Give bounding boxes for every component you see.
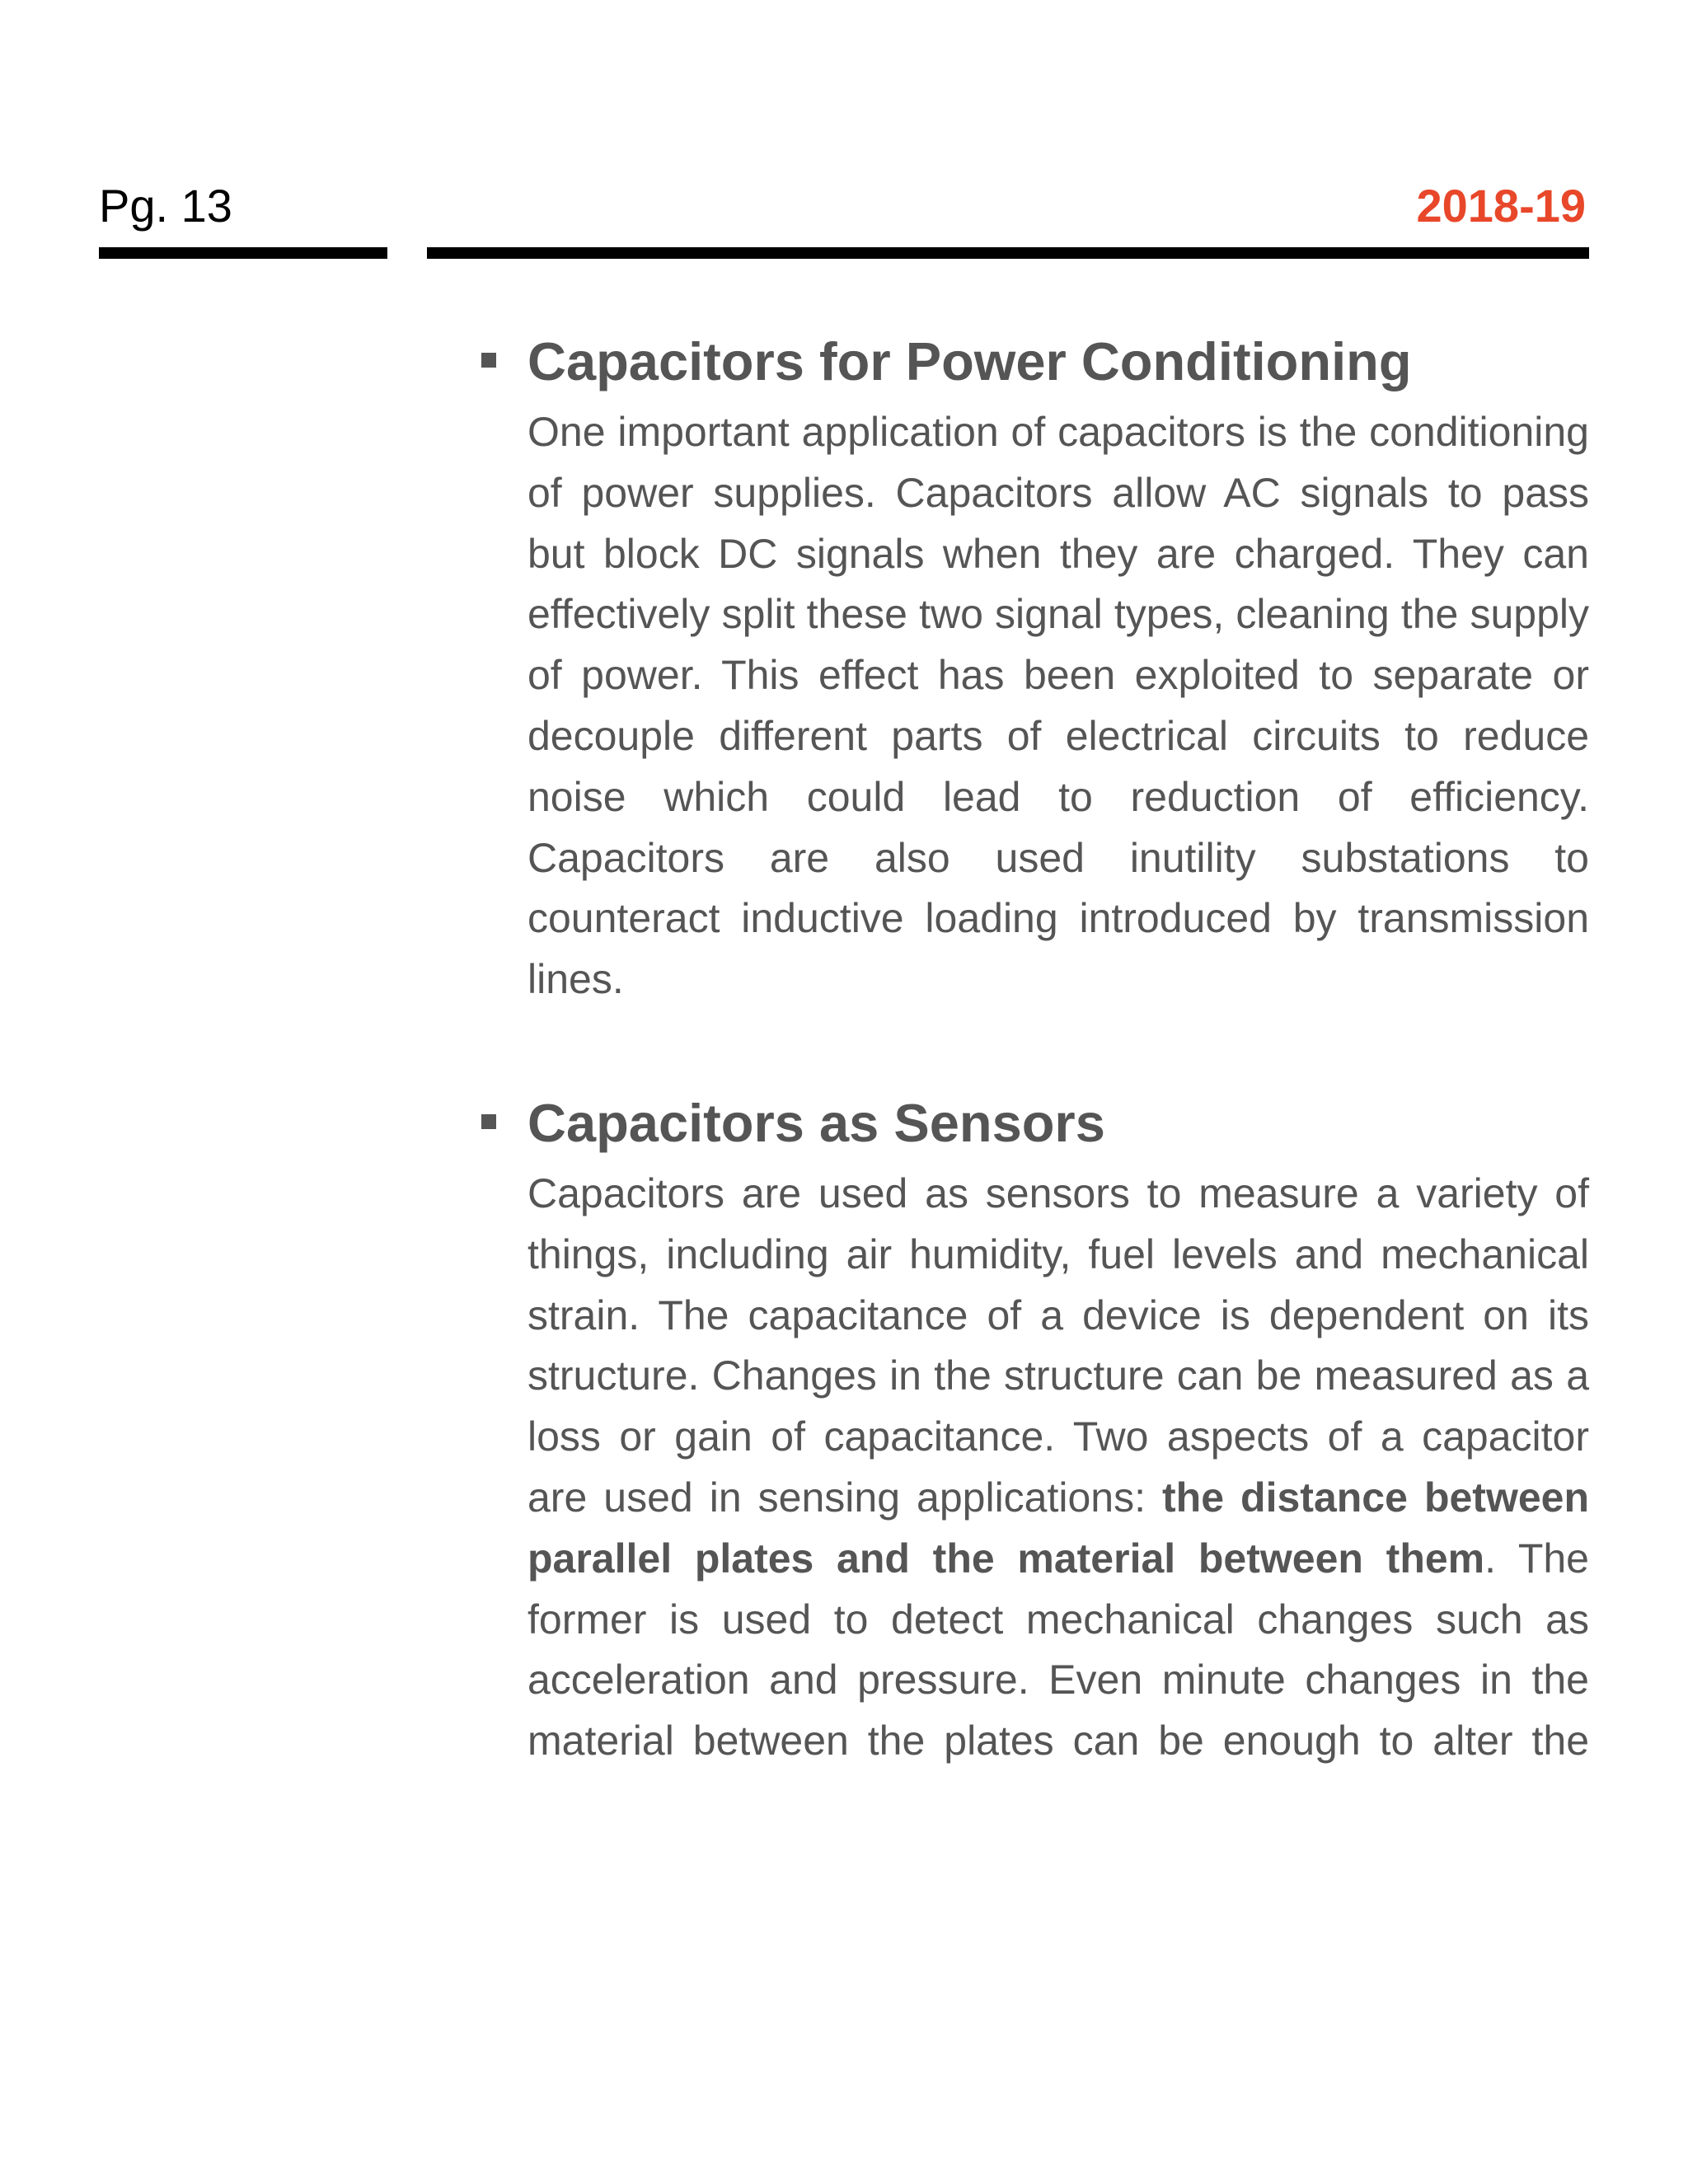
paragraph-text: Capacitors are used as sensors to measure a variety of things, including air humidity, fuel levels and mechanical strain. The capacitance of a device is dependent on its structure. Changes in the structure can be measured as a loss or gain of capacitance. Two aspects of a capacitor are used in sensing applications:: [528, 1170, 1589, 1521]
section-heading: [528, 328, 1589, 396]
section-heading-text: Capacitors for Power Conditioning: [528, 331, 1412, 391]
header-rule-right: [427, 247, 1589, 259]
page-number: Pg. 13: [99, 180, 232, 232]
section-power-conditioning: [528, 328, 1589, 1010]
square-bullet-icon: [481, 353, 496, 368]
section-sensors: [528, 1090, 1589, 1772]
section-paragraph: One important application of capacitors is the conditioning of power supplies. Capacitors allow AC signals to pass but block DC signals when they are charged. They can effectively split these two signal types, cleaning the supply of power. This effect has been exploited to separate or decouple different parts of electrical circuits to reduce noise which could lead to reduction of efficiency. Capacitors are also used inutility substations to counteract inductive loading introduced by transmission lines.: [528, 409, 1589, 1003]
paragraph-bold-text: the distance between parallel plates and the material between them: [528, 1474, 1589, 1582]
section-heading: [528, 1090, 1589, 1157]
header-rule-left: [99, 247, 387, 259]
section-paragraph: [528, 1164, 1589, 1772]
paragraph-text-continued: . The former is used to detect mechanical changes such as acceleration and pressure. Even minute changes in the material between the plates can be enough to alter the: [528, 1535, 1589, 1765]
square-bullet-icon: [481, 1114, 496, 1129]
section-heading-text: Capacitors as Sensors: [528, 1093, 1105, 1153]
year-label: 2018-19: [1416, 180, 1586, 232]
